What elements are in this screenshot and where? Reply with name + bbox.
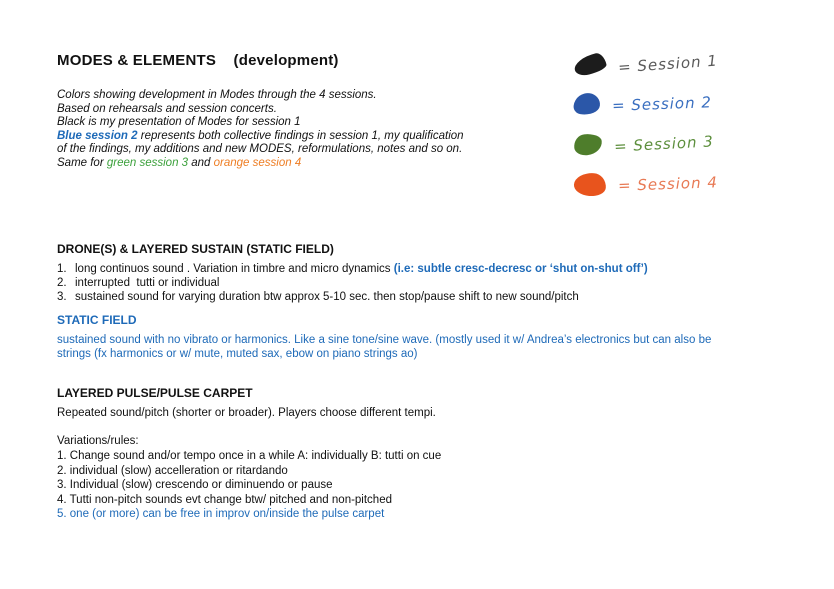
drone-section-heading: DRONE(S) & LAYERED SUSTAIN (STATIC FIELD) [57,242,334,256]
legend-label-session-4: = Session 4 [617,173,719,195]
intro-line-6-pre: Same for [57,156,107,169]
section-static-field [57,313,767,361]
legend-label-session-2: = Session 2 [611,93,713,115]
session-4-color-swatch [573,171,607,196]
intro-line-1: Colors showing development in Modes through the 4 sessions. [57,89,377,101]
pulse-rule-5: 5. one (or more) can be free in improv on/inside the pulse carpet [57,508,385,521]
intro-line-6 [57,157,527,171]
legend-label-session-3: = Session 3 [613,132,715,156]
list-number: 2. [57,277,67,290]
intro-line-6-and: and [188,156,214,169]
blue-session-2-highlight: Blue session 2 [57,129,138,142]
section-layered-pulse [57,386,767,522]
list-number: 1. [57,263,67,275]
static-field-line-2: strings (fx harmonics or w/ mute, muted sax, ebow on piano strings ao) [57,348,418,361]
legend-row-session-1 [574,44,804,84]
pulse-rule-4: 4. Tutti non-pitch sounds evt change btw/ pitched and non-pitched [57,493,392,506]
session-1-color-swatch [572,51,608,77]
pulse-rule-3: 3. Individual (slow) crescendo or diminuendo or pause [57,479,333,492]
legend-label-session-1: = Session 1 [617,51,719,77]
pulse-rule-1: 1. Change sound and/or tempo once in a while A: individually B: tutti on cue [57,450,442,462]
drone-item-1-black-text: long continuos sound . Variation in timbre and micro dynamics [75,263,394,275]
page-title: MODES & ELEMENTS (development) [57,52,339,69]
intro-line-2: Based on rehearsals and session concerts. [57,102,277,115]
static-field-line-1: sustained sound with no vibrato or harmonics. Like a sine tone/sine wave. (mostly used it w/ Andrea’s electronics but can also be [57,334,712,346]
drone-item-2-text: interrupted tutti or individual [75,277,220,290]
legend-row-session-4 [574,164,804,204]
static-field-heading: STATIC FIELD [57,313,137,327]
list-number: 3. [57,291,67,304]
intro-paragraph [57,89,527,171]
drone-item-3-text: sustained sound for varying duration btw approx 5-10 sec. then stop/pause shift to new sound/pitch [75,291,579,304]
pulse-section-heading: LAYERED PULSE/PULSE CARPET [57,386,253,400]
orange-session-4-highlight: orange session 4 [213,156,302,169]
session-legend [574,44,804,204]
intro-line-5: of the findings, my additions and new MODES, reformulations, notes and so on. [57,143,463,156]
section-drone-layered-sustain [57,242,767,305]
green-session-3-highlight: green session 3 [106,156,189,169]
pulse-rule-2: 2. individual (slow) accelleration or ritardando [57,464,288,477]
drone-item-1-blue-highlight: (i.e: subtle cresc-decresc or ‘shut on-shut off’) [393,263,648,275]
intro-line-4-rest: represents both collective findings in session 1, my qualification [137,129,464,142]
intro-line-3: Black is my presentation of Modes for session 1 [57,116,301,129]
intro-line-4 [57,130,527,144]
drone-list-item-3 [57,290,767,304]
drone-item-1-text [75,262,648,276]
drone-list-item-1 [57,262,767,276]
static-field-body [57,333,767,361]
session-3-color-swatch [573,132,603,156]
variations-rules-label: Variations/rules: [57,435,139,447]
legend-row-session-2 [574,84,804,124]
drone-list-item-2 [57,276,767,290]
pulse-body-text: Repeated sound/pitch (shorter or broader). Players choose different tempi. [57,407,436,419]
legend-row-session-3 [574,124,804,164]
session-2-color-swatch [573,91,602,116]
